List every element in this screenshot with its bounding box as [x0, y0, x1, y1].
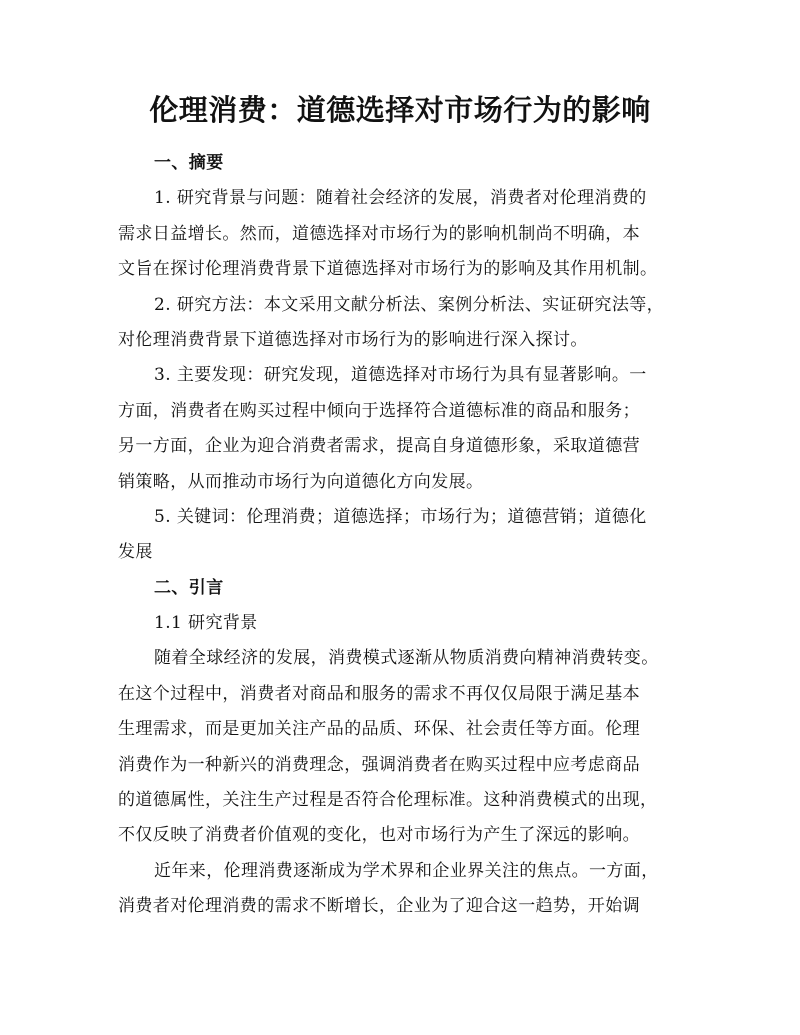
section-heading-introduction: 二、引言 — [154, 577, 224, 598]
paragraph-line: 需求日益增长。然而，道德选择对市场行为的影响机制尚不明确，本 — [118, 223, 640, 244]
paragraph-line: 另一方面，企业为迎合消费者需求，提高自身道德形象，采取道德营 — [118, 436, 640, 457]
paragraph-line: 销策略，从而推动市场行为向道德化方向发展。 — [118, 471, 484, 492]
paragraph-line: 的道德属性，关注生产过程是否符合伦理标准。这种消费模式的出现， — [118, 790, 658, 811]
section-heading-abstract: 一、摘要 — [154, 153, 224, 173]
paragraph-line: 消费者对伦理消费的需求不断增长，企业为了迎合这一趋势，开始调 — [118, 896, 640, 917]
document-body — [118, 146, 678, 925]
paragraph-line: 3. 主要发现：研究发现，道德选择对市场行为具有显著影响。一 — [154, 365, 647, 386]
paragraph-line: 生理需求，而是更加关注产品的品质、环保、社会责任等方面。伦理 — [118, 719, 640, 740]
paragraph-line: 随着全球经济的发展，消费模式逐渐从物质消费向精神消费转变。 — [154, 648, 659, 669]
subsection-heading: 1.1 研究背景 — [154, 613, 258, 634]
paragraph-line: 1. 研究背景与问题：随着社会经济的发展，消费者对伦理消费的 — [154, 188, 647, 209]
paragraph-line: 发展 — [118, 542, 153, 563]
paragraph-line: 在这个过程中，消费者对商品和服务的需求不再仅仅局限于满足基本 — [118, 683, 640, 704]
paragraph-line: 消费作为一种新兴的消费理念，强调消费者在购买过程中应考虑商品 — [118, 754, 640, 775]
paragraph-line: 2. 研究方法：本文采用文献分析法、案例分析法、实证研究法等， — [154, 294, 665, 315]
document-title: 伦理消费：道德选择对市场行为的影响 — [149, 93, 651, 127]
paragraph-line: 方面，消费者在购买过程中倾向于选择符合道德标准的商品和服务； — [118, 400, 640, 421]
paragraph-line: 近年来，伦理消费逐渐成为学术界和企业界关注的焦点。一方面， — [154, 860, 659, 881]
paragraph-line: 文旨在探讨伦理消费背景下道德选择对市场行为的影响及其作用机制。 — [118, 259, 658, 280]
paragraph-line: 5. 关键词：伦理消费；道德选择；市场行为；道德营销；道德化 — [154, 506, 647, 527]
paragraph-line: 对伦理消费背景下道德选择对市场行为的影响进行深入探讨。 — [118, 329, 588, 350]
paragraph-line: 不仅反映了消费者价值观的变化，也对市场行为产生了深远的影响。 — [118, 825, 640, 846]
